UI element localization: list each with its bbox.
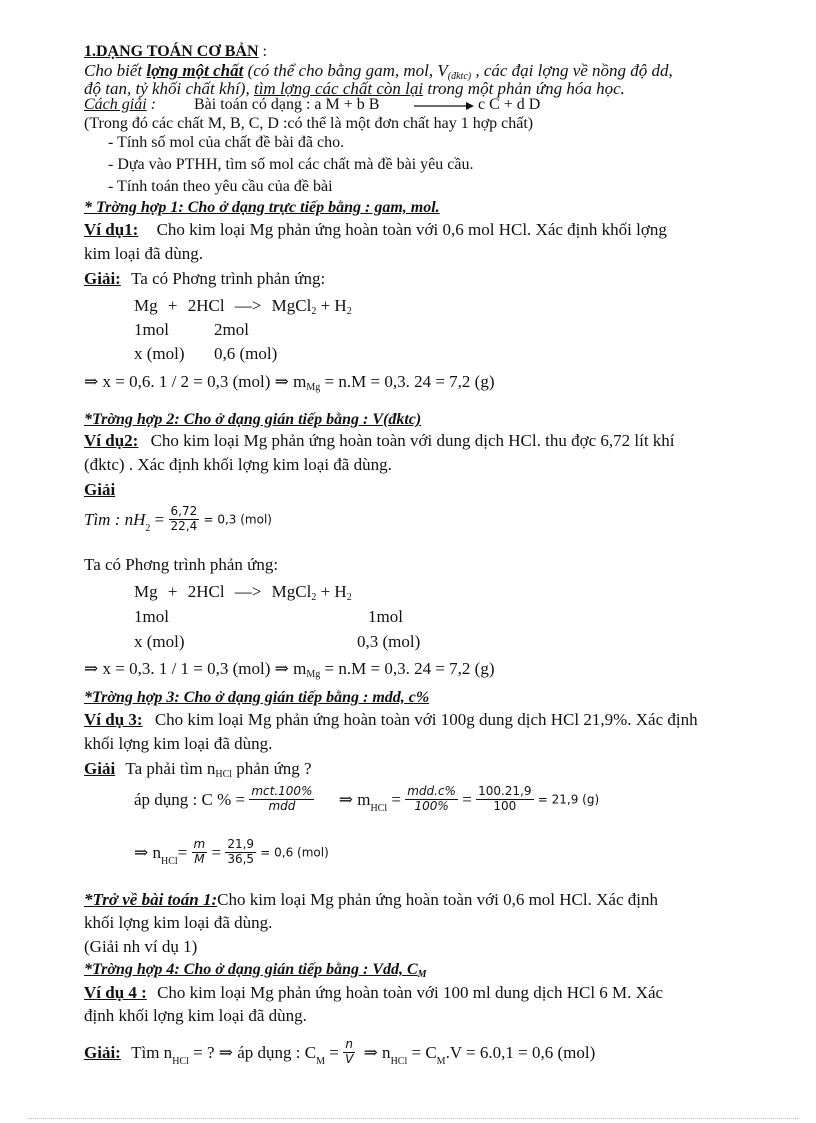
equation-2-h: + H xyxy=(316,582,347,601)
result-1-a: ⇒ x = 0,6. 1 / 2 = 0,3 (mol) ⇒ m xyxy=(84,372,307,391)
back-to-problem-note: (Giải nh ví dụ 1) xyxy=(84,937,198,956)
method-text: Bài toán có dạng : a M + b B xyxy=(194,96,380,113)
solution-1-text: Ta có Phơng trình phản ứng: xyxy=(131,269,326,288)
example-3-text: Cho kim loại Mg phản ứng hoàn toàn với 100g dung dịch HCl 21,9%. Xác định xyxy=(154,710,698,729)
equation-2 xyxy=(134,583,352,603)
fraction-mct-num: mct.100% xyxy=(251,784,313,798)
solution-2-label: Giải xyxy=(84,480,116,499)
solution-4-eq: = C xyxy=(407,1042,437,1062)
intro2-text-b: tìm lợng các chất còn lại xyxy=(253,79,424,98)
intro-text-b: lợng một chất xyxy=(146,61,244,80)
title-colon: : xyxy=(258,43,267,60)
example-4-line xyxy=(84,984,663,1001)
solution-4-find: Tìm n xyxy=(131,1042,173,1062)
section-title-line xyxy=(84,44,267,60)
page-bottom-divider xyxy=(28,1118,798,1119)
n-hcl-result: = 0,6 (mol) xyxy=(260,845,329,860)
example-3-line-2: khối lợng kim loại đã dùng. xyxy=(84,734,273,753)
fraction-value-den: 100 xyxy=(476,799,533,814)
solution-3-sub: HCl xyxy=(215,769,233,780)
intro-text-d: , các đại lợng về nồng độ dd, xyxy=(471,61,673,80)
fraction-value xyxy=(476,785,533,814)
example-3-line xyxy=(84,711,698,728)
equation-1-sub-mgcl2: 2 xyxy=(311,306,317,317)
apply-result: = 21,9 (g) xyxy=(537,792,600,807)
ratio-3-h2: 1mol xyxy=(368,607,403,626)
find-nh2-text: Tìm : nH xyxy=(84,509,146,529)
fraction-mass-den: 36,5 xyxy=(227,851,255,866)
ratio-1-mg: 1mol xyxy=(134,320,169,339)
case-4-heading-text: *Trờng hợp 4: Cho ở dạng gián tiếp bằng : Vdd, C xyxy=(84,961,418,978)
back-to-problem-label: *Trở về bài toán 1: xyxy=(84,890,218,909)
example-2-line xyxy=(84,432,675,449)
example-1-label: Ví dụ1: xyxy=(84,220,139,239)
solution-1-line xyxy=(84,270,325,287)
example-2-label: Ví dụ2: xyxy=(84,431,139,450)
back-to-problem-text: Cho kim loại Mg phản ứng hoàn toàn với 0,6 mol HCl. Xác định xyxy=(217,890,658,909)
equation-2-sub-mgcl2: 2 xyxy=(311,592,317,603)
solution-3-line xyxy=(84,760,312,780)
intro2-text-c: trong một phản ứng hóa học. xyxy=(423,79,625,98)
fraction-volume-num: 6,72 xyxy=(170,504,198,518)
solution-4-apply: = ? ⇒ áp dụng : C xyxy=(188,1042,317,1062)
result-2-b: = n.M = 0,3. 24 = 7,2 (g) xyxy=(320,659,495,678)
case-4-sub: M xyxy=(417,969,427,980)
reaction-arrow-icon xyxy=(414,101,474,111)
method-products: c C + d D xyxy=(478,96,541,113)
example-3-label: Ví dụ 3: xyxy=(84,710,143,729)
find-nh2-sub: 2 xyxy=(145,523,151,535)
ratio-3-mg: 1mol xyxy=(134,607,169,626)
solution-4-line: Giải: Tìm $n_{HCl}$ = ? ⇒ áp dụng : $C_M$ = $\frac{n}{V}$ ⇒ $n_{HCl} = C_M.V = 6.0,1 = 0,6$ (mol) xyxy=(84,1037,596,1068)
method-colon: : xyxy=(146,96,156,113)
example-2-text: Cho kim loại Mg phản ứng hoàn toàn với dung dịch HCl. thu đợc 6,72 lít khí xyxy=(150,431,675,450)
find-nh2-line: Tìm : $nH_2$ = $\frac{6,72}{22,4}$ = 0,3 (mol) xyxy=(84,504,272,535)
step-3: - Tính toán theo yêu cầu của đề bài xyxy=(108,178,333,195)
case-2-heading: *Trờng hợp 2: Cho ở dạng gián tiếp bằng : V(đktc) xyxy=(84,411,422,428)
example-4-text: Cho kim loại Mg phản ứng hoàn toàn với 100 ml dung dịch HCl 6 M. Xác xyxy=(157,983,664,1002)
result-1-b: = n.M = 0,3. 24 = 7,2 (g) xyxy=(320,372,495,391)
method-label: Cách giải xyxy=(84,96,147,113)
ratio-1-hcl: 2mol xyxy=(214,320,249,339)
fraction-mass-num: 21,9 xyxy=(227,837,255,851)
solution-4-result: .V = 6.0,1 = 0,6 (mol) xyxy=(445,1042,596,1062)
equation-2-sub-h2: 2 xyxy=(346,592,352,603)
example-4-label: Ví dụ 4 : xyxy=(84,983,147,1002)
fraction-v-den: V xyxy=(345,1051,354,1066)
ratio-4-mg: x (mol) xyxy=(134,632,185,651)
result-1-sub: Mg xyxy=(306,382,321,393)
fraction-mct xyxy=(249,785,314,814)
step-1: - Tính số mol của chất đề bài đã cho. xyxy=(108,134,345,151)
example-2-line-2: (đktc) . Xác định khối lợng kim loại đã dùng. xyxy=(84,455,392,474)
fraction-m-over-M xyxy=(192,838,208,867)
apply-cpercent-line: áp dụng : C % = $\frac{\text{mct.100\%}}{\text{mdd}}$ ⇒ $m_{HCl}$ = $\frac{\text{mdd.c\%}}{100\%}$ = $\frac{100.21,9}{100}$ = 21,9 (g) xyxy=(134,784,600,815)
method-note: (Trong đó các chất M, B, C, D :có thể là một đơn chất hay 1 hợp chất) xyxy=(84,115,534,132)
fraction-m-num: m xyxy=(193,837,206,851)
intro-text-c: (có thể cho bằng gam, mol, V xyxy=(243,61,448,80)
solution-1-label: Giải: xyxy=(84,269,121,288)
fraction-m-den: M xyxy=(192,852,208,867)
step-2: - Dựa vào PTHH, tìm số mol các chất mà đề bài yêu cầu. xyxy=(108,156,474,173)
solution-4-sub-cm: M xyxy=(316,1056,325,1068)
equation-1-h: + H xyxy=(316,296,347,315)
fraction-volume xyxy=(169,505,200,534)
n-hcl-line: ⇒ $n_{HCl}=$ $\frac{m}{M}$ = $\frac{21,9}{36,5}$ = 0,6 (mol) xyxy=(134,837,329,868)
fraction-mass-molar xyxy=(225,838,256,867)
fraction-n-over-V xyxy=(343,1038,355,1067)
solution-4-sub-hcl-2: HCl xyxy=(390,1056,408,1068)
fraction-mdd-num: mdd.c% xyxy=(407,784,456,798)
example-4-line-2: định khối lợng kim loại đã dùng. xyxy=(84,1006,307,1025)
solution-4-sub-hcl: HCl xyxy=(172,1056,189,1068)
solution-2-text: Ta có Phơng trình phản ứng: xyxy=(84,555,279,574)
equation-1 xyxy=(134,297,352,317)
equation-1-lhs: Mg + 2HCl —> MgCl xyxy=(134,296,312,315)
intro2-text-a: độ tan, tỷ khối chất khí), xyxy=(84,79,254,98)
fraction-n-num: n xyxy=(345,1037,353,1051)
fraction-mct-den: mdd xyxy=(249,799,314,814)
example-1-text: Cho kim loại Mg phản ứng hoàn toàn với 0,6 mol HCl. Xác định khối lợng xyxy=(156,220,667,239)
n-hcl-text: ⇒ n xyxy=(134,842,161,862)
solution-3-text: Ta phải tìm n xyxy=(125,759,216,778)
find-nh2-result: = 0,3 (mol) xyxy=(203,512,272,527)
case-4-heading xyxy=(84,962,427,980)
apply-mhcl-text: ⇒ m xyxy=(338,789,371,809)
intro-text-a: Cho biết xyxy=(84,61,147,80)
apply-mhcl-sub: HCl xyxy=(370,803,388,815)
equation-1-sub-h2: 2 xyxy=(346,306,352,317)
fraction-mdd-den: 100% xyxy=(405,799,458,814)
solution-4-sub-cm-2: M xyxy=(436,1056,446,1068)
fraction-mdd xyxy=(405,785,458,814)
apply-cpercent-text: áp dụng : C % = xyxy=(134,789,246,809)
solution-3-tail: phản ứng ? xyxy=(232,759,312,778)
solution-3-label: Giải xyxy=(84,759,116,778)
ratio-4-h2: 0,3 (mol) xyxy=(357,632,421,651)
case-1-heading: * Trờng hợp 1: Cho ở dạng trực tiếp bằng : gam, mol. xyxy=(84,199,440,216)
equation-2-lhs: Mg + 2HCl —> MgCl xyxy=(134,582,312,601)
ratio-2-hcl: 0,6 (mol) xyxy=(214,344,278,363)
result-2 xyxy=(84,660,495,680)
solution-4-label: Giải: xyxy=(84,1042,121,1062)
intro-sub: (đktc) xyxy=(447,71,472,82)
back-to-problem-line-2: khối lợng kim loại đã dùng. xyxy=(84,913,273,932)
section-title: 1.DẠNG TOÁN CƠ BẢN xyxy=(84,43,259,60)
back-to-problem-line xyxy=(84,891,658,908)
result-2-a: ⇒ x = 0,3. 1 / 1 = 0,3 (mol) ⇒ m xyxy=(84,659,307,678)
result-1 xyxy=(84,373,495,393)
fraction-value-num: 100.21,9 xyxy=(478,784,532,798)
ratio-2-mg: x (mol) xyxy=(134,344,185,363)
example-1-line-2: kim loại đã dùng. xyxy=(84,244,203,263)
fraction-volume-den: 22,4 xyxy=(170,518,198,533)
ratio-1-row xyxy=(134,321,169,338)
n-hcl-sub: HCl xyxy=(161,856,178,868)
solution-4-n: ⇒ n xyxy=(363,1042,391,1062)
result-2-sub: Mg xyxy=(306,669,321,680)
method-line xyxy=(84,96,541,113)
example-1-line xyxy=(84,221,667,238)
intro-line-2 xyxy=(84,80,625,97)
case-3-heading: *Trờng hợp 3: Cho ở dạng gián tiếp bằng : mdd, c% xyxy=(84,689,430,706)
